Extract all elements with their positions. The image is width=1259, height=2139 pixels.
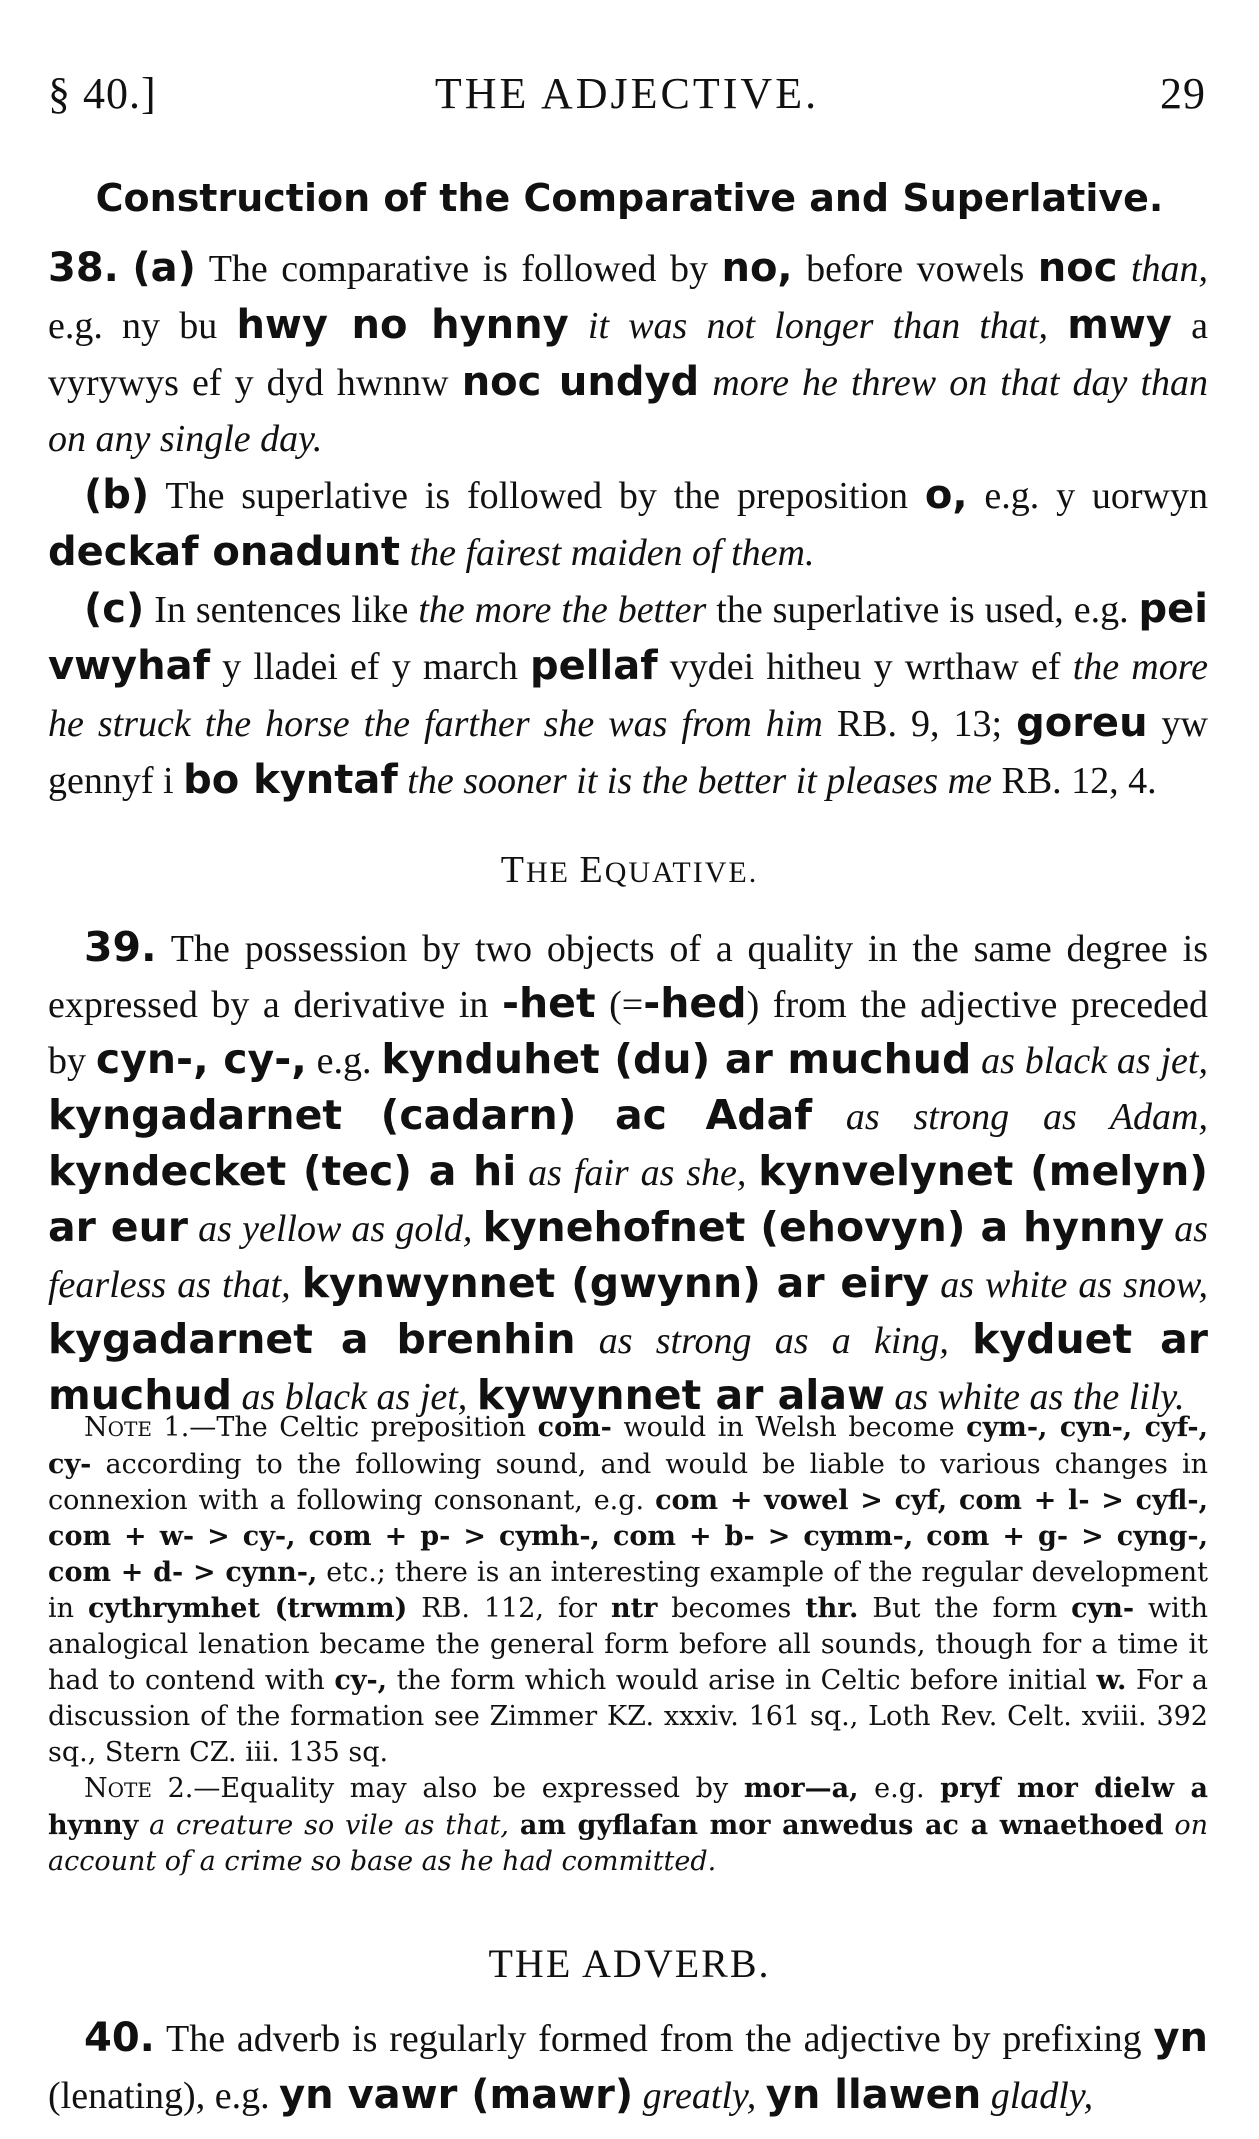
header-title: THE ADJECTIVE. bbox=[434, 69, 820, 118]
paragraph-38 bbox=[48, 240, 1208, 809]
note-2: NOTE 2.—Equality may also be expressed by mor—a, e.g. pryf mor dielw a hynny a creature so vile as that, am gyflafan mor anwedus ac a wnaethoed on account of a crime so base as he had committed. bbox=[48, 1773, 1208, 1877]
equative-heading: THE EQUATIVE. bbox=[500, 849, 759, 891]
para38-a: 38. (a) The comparative is followed by no, before vowels noc than, e.g. ny bu hwy no hynny it was not longer than that, mwy a vyrywys ef y dyd hwnnw noc undyd more he threw on that day than on any single day. bbox=[48, 245, 1209, 460]
paragraph-40: 40. The adverb is regularly formed from the adjective by prefixing yn (lenating), e.g. yn vawr (mawr) greatly, yn llawen gladly, bbox=[48, 2015, 1208, 2118]
page-number: 29 bbox=[1160, 69, 1206, 118]
comparative-heading: Construction of the Comparative and Superlative. bbox=[95, 176, 1164, 220]
adverb-heading: THE ADVERB. bbox=[488, 1941, 771, 1986]
paragraph-39: 39. The possession by two objects of a quality in the same degree is expressed by a derivative in -het (=-hed) from the adjective preceded by cyn-, cy-, e.g. kynduhet (du) ar muchud as black as jet, kyngadarnet (cadarn) ac Adaf as strong as Adam, kyndecket (tec) a hi as fair as she, kynvelynet (melyn) ar eur as yellow as gold, kynehofnet (ehovyn) a hynny as fearless as that, kynwynnet (gwynn) ar eiry as white as snow, kygadarnet a brenhin as strong as a king, kyduet ar muchud as black as jet, kywynnet ar alaw as white as the lily. bbox=[48, 923, 1208, 1419]
header-section-ref: § 40.] bbox=[48, 69, 157, 118]
notes-block bbox=[48, 1410, 1208, 1880]
note-1: NOTE 1.—The Celtic preposition com- would in Welsh become cym-, cyn-, cyf-, cy- according to the following sound, and would be liable to various changes in connexion with a following consonant, e.g. com + vowel > cyf, com + l- > cyfl-, com + w- > cy-, com + p- > cymh-, com + b- > cymm-, com + g- > cyng-, com + d- > cynn-, etc.; there is an interesting example of the regular development in cythrymhet (trwmm) RB. 112, for ntr becomes thr. But the form cyn- with analogical lenation became the general form before all sounds, though for a time it had to contend with cy-, the form which would arise in Celtic before initial w. For a discussion of the formation see Zimmer KZ. xxxiv. 161 sq., Loth Rev. Celt. xviii. 392 sq., Stern CZ. iii. 135 sq. bbox=[48, 1412, 1209, 1768]
para38-c: (c) In sentences like the more the better the superlative is used, e.g. pei vwyhaf y lladei ef y march pellaf vydei hitheu y wrthaw ef the more he struck the horse the farther she was from him RB. 9, 13; goreu yw gennyf i bo kyntaf the sooner it is the better it pleases me RB. 12, 4. bbox=[48, 586, 1208, 803]
running-header bbox=[48, 68, 1206, 128]
para38-b: (b) The superlative is followed by the preposition o, e.g. y uorwyn deckaf onadunt the fairest maiden of them. bbox=[48, 472, 1209, 575]
